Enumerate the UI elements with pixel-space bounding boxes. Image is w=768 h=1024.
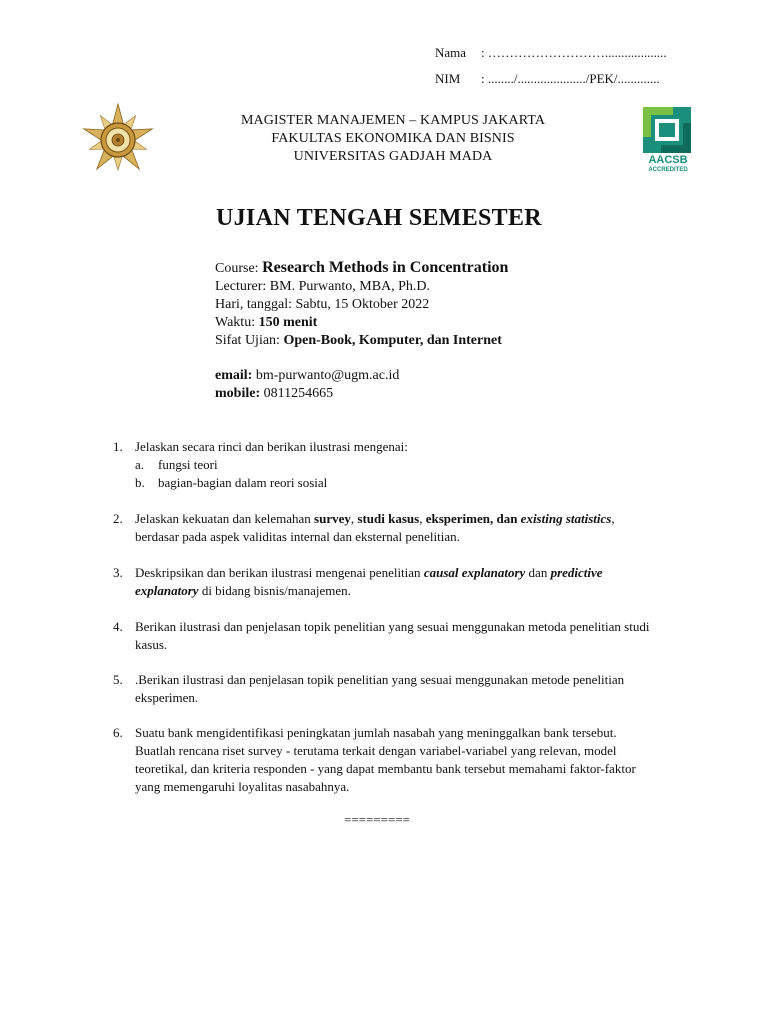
question-1 — [113, 438, 653, 492]
email-label: email: — [215, 368, 253, 383]
question-text: Berikan ilustrasi dan penjelasan topik penelitian yang sesuai menggunakan metoda penelitian studi kasus. — [135, 619, 650, 652]
question-5 — [113, 671, 653, 707]
accredited-text: ACCREDITED — [648, 167, 688, 173]
course-label: Course: — [215, 261, 263, 276]
waktu-label: Waktu: — [215, 315, 259, 330]
date-line: Hari, tanggal: Sabtu, 15 Oktober 2022 — [215, 297, 430, 312]
end-separator: ========= — [344, 812, 410, 827]
name-line — [435, 45, 667, 61]
nim-blank: : ......../...................../PEK/............. — [481, 71, 660, 86]
mobile-value: 0811254665 — [260, 386, 334, 401]
nim-label: NIM — [435, 71, 461, 86]
question-4 — [113, 618, 653, 654]
mobile-line — [215, 385, 333, 403]
nim-line — [435, 71, 660, 87]
name-label: Nama — [435, 45, 467, 60]
header-line-1: MAGISTER MANAJEMEN – KAMPUS JAKARTA — [240, 113, 546, 128]
question-number: 3. — [113, 565, 123, 580]
sub-item-letter: b. — [135, 475, 145, 490]
course-value: Research Methods in Concentration — [262, 259, 509, 276]
question-number: 1. — [113, 439, 123, 454]
name-blank: : ………………………................... — [481, 45, 667, 60]
sub-item-text: bagian-bagian dalam reori sosial — [158, 475, 328, 490]
sub-item-a — [135, 456, 653, 474]
aacsb-text: AACSB — [648, 154, 688, 166]
question-number: 6. — [113, 725, 123, 740]
lecturer-line: Lecturer: BM. Purwanto, MBA, Ph.D. — [215, 279, 431, 294]
question-text: Deskripsikan dan berikan ilustrasi mengenai penelitian causal explanatory dan predictive explanatory di bidang bisnis/manajemen. — [135, 565, 603, 598]
question-number: 2. — [113, 511, 123, 526]
question-text: Suatu bank mengidentifikasi peningkatan jumlah nasabah yang meninggalkan bank tersebut. Buatlah rencana riset survey - terutama terkait dengan variabel-variabel yang relevan, model teoretikal, dan kriteria responden - yang dapat membantu bank tersebut memahami faktor-faktor yang memengaruhi loyalitas nasabahnya. — [135, 725, 636, 794]
aacsb-accredited-logo — [643, 107, 693, 177]
header-line-2: FAKULTAS EKONOMIKA DAN BISNIS — [271, 131, 515, 146]
course-line — [215, 259, 508, 278]
email-value: bm-purwanto@ugm.ac.id — [252, 368, 400, 383]
header-line-3: UNIVERSITAS GADJAH MADA — [293, 149, 493, 164]
question-3 — [113, 564, 653, 600]
question-text: Jelaskan secara rinci dan berikan ilustrasi mengenai: — [135, 439, 408, 454]
sifat-value: Open-Book, Komputer, dan Internet — [283, 333, 502, 348]
question-number: 4. — [113, 619, 123, 634]
question-2 — [113, 510, 653, 546]
sub-item-text: fungsi teori — [158, 457, 218, 472]
waktu-line — [215, 314, 317, 332]
mobile-label: mobile: — [215, 386, 261, 401]
question-6 — [113, 724, 653, 796]
aacsb-mark-icon — [643, 107, 693, 155]
sifat-label: Sifat Ujian: — [215, 333, 284, 348]
question-text: Jelaskan kekuatan dan kelemahan survey, studi kasus, eksperimen, dan existing statistics, berdasar pada aspek validitas internal dan eksternal penelitian. — [135, 511, 615, 544]
question-text: .Berikan ilustrasi dan penjelasan topik penelitian yang sesuai menggunakan metode penelitian eksperimen. — [135, 672, 625, 705]
sub-item-letter: a. — [135, 457, 145, 472]
sifat-ujian-line — [215, 332, 502, 350]
waktu-value: 150 menit — [258, 315, 318, 330]
question-number: 5. — [113, 672, 123, 687]
sub-item-b — [135, 474, 653, 492]
exam-title: UJIAN TENGAH SEMESTER — [216, 205, 542, 231]
email-line — [215, 367, 399, 385]
ugm-seal-logo — [80, 100, 156, 180]
